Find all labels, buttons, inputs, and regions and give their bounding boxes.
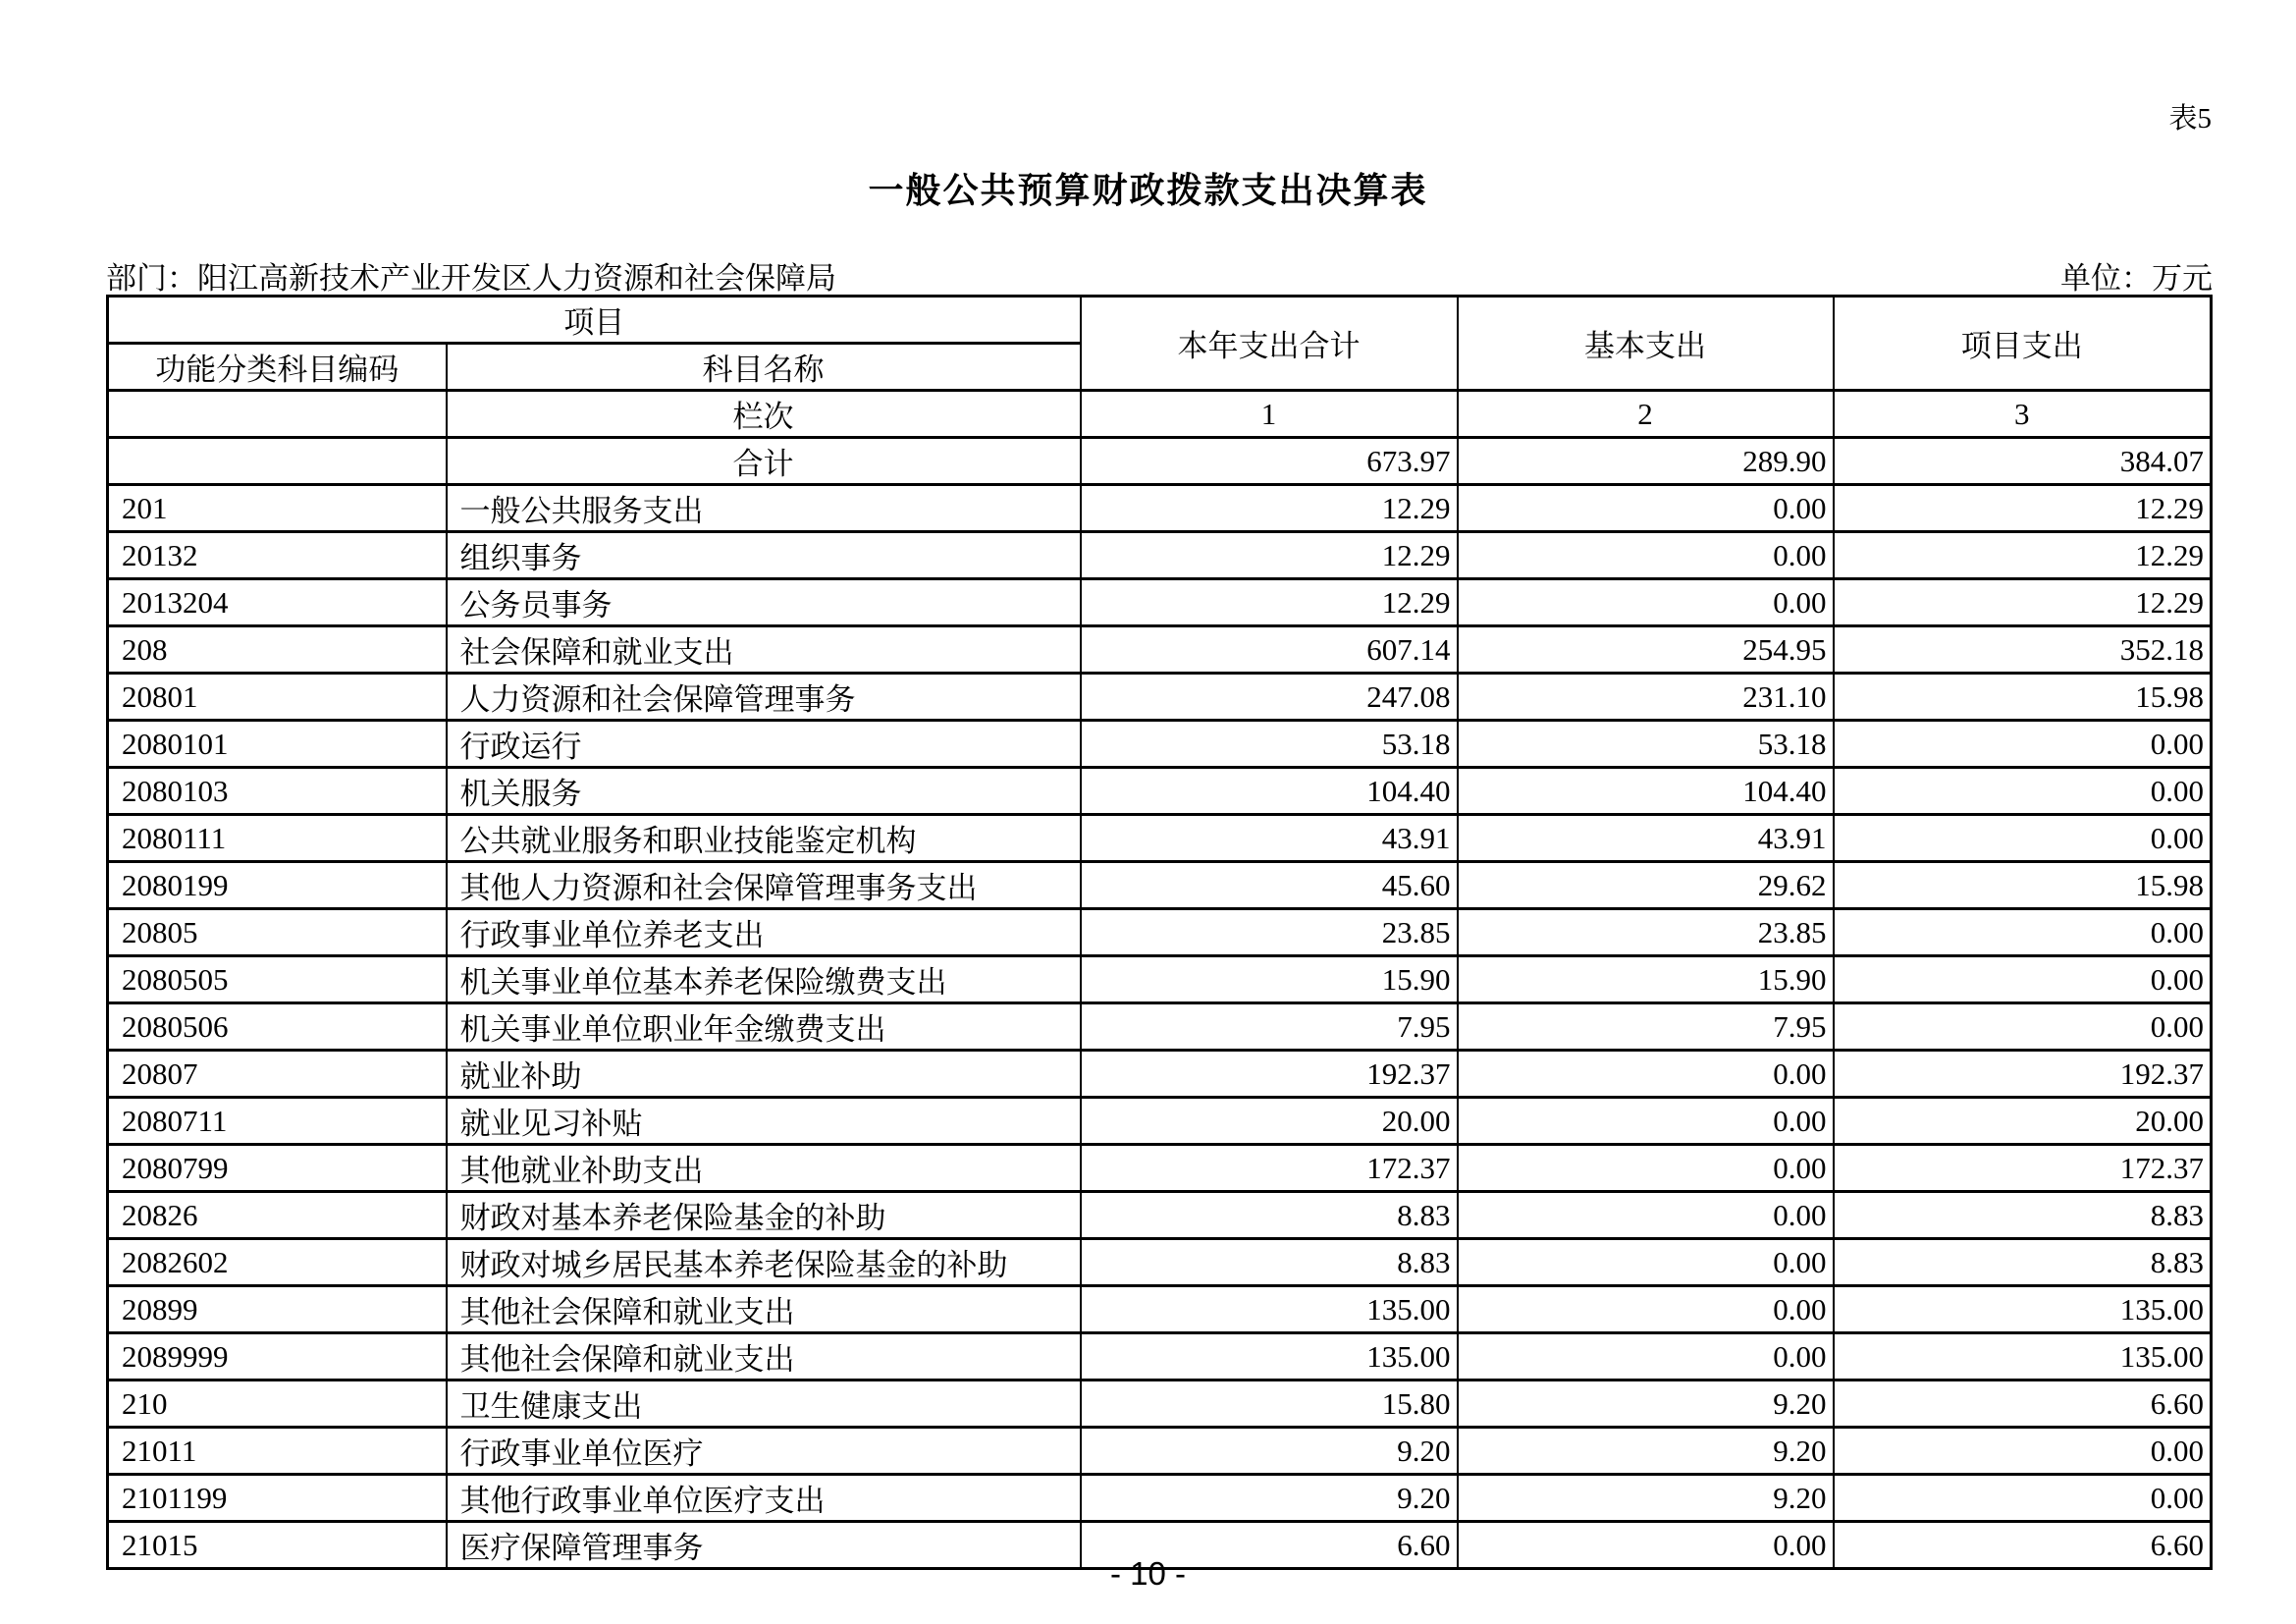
cell-project: 8.83 <box>1834 1192 2212 1239</box>
cell-code: 2080506 <box>108 1003 447 1051</box>
cell-current-year: 135.00 <box>1081 1286 1458 1333</box>
table-row <box>108 1239 2212 1286</box>
cell-name: 就业补助 <box>447 1051 1081 1098</box>
cell-project: 8.83 <box>1834 1239 2212 1286</box>
cell-basic: 0.00 <box>1458 1051 1834 1098</box>
cell-project: 0.00 <box>1834 1475 2212 1522</box>
cell-basic: 0.00 <box>1458 1239 1834 1286</box>
cell-code: 21015 <box>108 1522 447 1569</box>
cell-code: 20899 <box>108 1286 447 1333</box>
cell-code: 20807 <box>108 1051 447 1098</box>
sheet-label: 表5 <box>2168 103 2212 135</box>
cell-current-year: 6.60 <box>1081 1522 1458 1569</box>
cell-current-year: 8.83 <box>1081 1239 1458 1286</box>
cell-name: 人力资源和社会保障管理事务 <box>447 674 1081 721</box>
cell-project: 0.00 <box>1834 721 2212 768</box>
lanci-empty-cell <box>108 391 447 438</box>
cell-basic: 0.00 <box>1458 532 1834 579</box>
cell-name: 其他行政事业单位医疗支出 <box>447 1475 1081 1522</box>
table-row <box>108 579 2212 626</box>
cell-code: 21011 <box>108 1428 447 1475</box>
cell-basic: 254.95 <box>1458 626 1834 674</box>
total-basic: 289.90 <box>1458 438 1834 485</box>
cell-current-year: 7.95 <box>1081 1003 1458 1051</box>
table-row <box>108 1192 2212 1239</box>
cell-project: 172.37 <box>1834 1145 2212 1192</box>
meta-row <box>106 253 2213 298</box>
cell-project: 12.29 <box>1834 579 2212 626</box>
cell-name: 公务员事务 <box>447 579 1081 626</box>
cell-code: 20805 <box>108 909 447 956</box>
table-body <box>108 391 2212 1569</box>
table-row <box>108 532 2212 579</box>
page-title: 一般公共预算财政拨款支出决算表 <box>868 171 1428 210</box>
table-row <box>108 674 2212 721</box>
cell-project: 192.37 <box>1834 1051 2212 1098</box>
cell-name: 卫生健康支出 <box>447 1380 1081 1428</box>
header-row-group <box>108 297 2212 344</box>
cell-basic: 0.00 <box>1458 1192 1834 1239</box>
cell-name: 一般公共服务支出 <box>447 485 1081 532</box>
cell-project: 0.00 <box>1834 768 2212 815</box>
cell-current-year: 12.29 <box>1081 485 1458 532</box>
total-empty-cell <box>108 438 447 485</box>
cell-name: 行政运行 <box>447 721 1081 768</box>
cell-current-year: 192.37 <box>1081 1051 1458 1098</box>
cell-code: 20132 <box>108 532 447 579</box>
lanci-number-2: 2 <box>1458 391 1834 438</box>
cell-current-year: 20.00 <box>1081 1098 1458 1145</box>
total-current-year: 673.97 <box>1081 438 1458 485</box>
cell-name: 财政对基本养老保险基金的补助 <box>447 1192 1081 1239</box>
cell-name: 机关服务 <box>447 768 1081 815</box>
table-row <box>108 1428 2212 1475</box>
cell-current-year: 15.90 <box>1081 956 1458 1003</box>
table-row <box>108 1286 2212 1333</box>
cell-name: 机关事业单位基本养老保险缴费支出 <box>447 956 1081 1003</box>
cell-code: 2080101 <box>108 721 447 768</box>
cell-code: 20826 <box>108 1192 447 1239</box>
cell-current-year: 9.20 <box>1081 1428 1458 1475</box>
cell-code: 2082602 <box>108 1239 447 1286</box>
cell-name: 行政事业单位医疗 <box>447 1428 1081 1475</box>
cell-basic: 0.00 <box>1458 1286 1834 1333</box>
cell-current-year: 23.85 <box>1081 909 1458 956</box>
cell-name: 就业见习补贴 <box>447 1098 1081 1145</box>
budget-table <box>106 295 2213 1570</box>
cell-basic: 43.91 <box>1458 815 1834 862</box>
cell-project: 12.29 <box>1834 532 2212 579</box>
page-number: - 10 - <box>1109 1555 1187 1592</box>
cell-current-year: 172.37 <box>1081 1145 1458 1192</box>
cell-current-year: 53.18 <box>1081 721 1458 768</box>
cell-project: 6.60 <box>1834 1380 2212 1428</box>
cell-current-year: 9.20 <box>1081 1475 1458 1522</box>
table-row <box>108 1003 2212 1051</box>
cell-project: 0.00 <box>1834 909 2212 956</box>
cell-name: 其他社会保障和就业支出 <box>447 1333 1081 1380</box>
cell-code: 2101199 <box>108 1475 447 1522</box>
lanci-row <box>108 391 2212 438</box>
cell-basic: 0.00 <box>1458 579 1834 626</box>
cell-code: 2080711 <box>108 1098 447 1145</box>
total-project: 384.07 <box>1834 438 2212 485</box>
table-row <box>108 1098 2212 1145</box>
cell-current-year: 43.91 <box>1081 815 1458 862</box>
header-col-total: 本年支出合计 <box>1081 297 1458 391</box>
table-row <box>108 956 2212 1003</box>
cell-current-year: 135.00 <box>1081 1333 1458 1380</box>
cell-basic: 0.00 <box>1458 1098 1834 1145</box>
cell-project: 12.29 <box>1834 485 2212 532</box>
department-label: 部门：阳江高新技术产业开发区人力资源和社会保障局 <box>106 261 836 296</box>
table-row <box>108 862 2212 909</box>
cell-current-year: 607.14 <box>1081 626 1458 674</box>
cell-current-year: 104.40 <box>1081 768 1458 815</box>
cell-basic: 9.20 <box>1458 1428 1834 1475</box>
table-row <box>108 1475 2212 1522</box>
cell-code: 210 <box>108 1380 447 1428</box>
cell-project: 6.60 <box>1834 1522 2212 1569</box>
cell-project: 352.18 <box>1834 626 2212 674</box>
cell-current-year: 45.60 <box>1081 862 1458 909</box>
cell-project: 0.00 <box>1834 956 2212 1003</box>
total-row <box>108 438 2212 485</box>
cell-basic: 0.00 <box>1458 1145 1834 1192</box>
cell-code: 20801 <box>108 674 447 721</box>
lanci-number-1: 1 <box>1081 391 1458 438</box>
cell-current-year: 247.08 <box>1081 674 1458 721</box>
cell-code: 2080799 <box>108 1145 447 1192</box>
table-row <box>108 815 2212 862</box>
cell-basic: 23.85 <box>1458 909 1834 956</box>
cell-code: 2080505 <box>108 956 447 1003</box>
cell-project: 0.00 <box>1834 1428 2212 1475</box>
table-row <box>108 1051 2212 1098</box>
cell-project: 20.00 <box>1834 1098 2212 1145</box>
cell-basic: 53.18 <box>1458 721 1834 768</box>
cell-current-year: 12.29 <box>1081 579 1458 626</box>
cell-project: 15.98 <box>1834 674 2212 721</box>
cell-basic: 9.20 <box>1458 1380 1834 1428</box>
cell-name: 公共就业服务和职业技能鉴定机构 <box>447 815 1081 862</box>
table-row <box>108 909 2212 956</box>
lanci-label: 栏次 <box>447 391 1081 438</box>
cell-name: 财政对城乡居民基本养老保险基金的补助 <box>447 1239 1081 1286</box>
cell-name: 组织事务 <box>447 532 1081 579</box>
cell-code: 208 <box>108 626 447 674</box>
total-label: 合计 <box>447 438 1081 485</box>
cell-code: 2089999 <box>108 1333 447 1380</box>
header-col-project: 项目支出 <box>1834 297 2212 391</box>
cell-code: 2080199 <box>108 862 447 909</box>
table-row <box>108 721 2212 768</box>
table-row <box>108 1380 2212 1428</box>
cell-name: 其他就业补助支出 <box>447 1145 1081 1192</box>
cell-basic: 9.20 <box>1458 1475 1834 1522</box>
cell-basic: 29.62 <box>1458 862 1834 909</box>
cell-project: 135.00 <box>1834 1333 2212 1380</box>
cell-current-year: 12.29 <box>1081 532 1458 579</box>
table-row <box>108 626 2212 674</box>
cell-name: 其他社会保障和就业支出 <box>447 1286 1081 1333</box>
cell-name: 医疗保障管理事务 <box>447 1522 1081 1569</box>
cell-code: 2080103 <box>108 768 447 815</box>
cell-code: 2080111 <box>108 815 447 862</box>
cell-current-year: 8.83 <box>1081 1192 1458 1239</box>
table-row <box>108 485 2212 532</box>
cell-name: 行政事业单位养老支出 <box>447 909 1081 956</box>
cell-code: 201 <box>108 485 447 532</box>
cell-project: 0.00 <box>1834 1003 2212 1051</box>
header-col-basic: 基本支出 <box>1458 297 1834 391</box>
cell-code: 2013204 <box>108 579 447 626</box>
cell-project: 135.00 <box>1834 1286 2212 1333</box>
cell-current-year: 15.80 <box>1081 1380 1458 1428</box>
table-row <box>108 768 2212 815</box>
header-col-code: 功能分类科目编码 <box>108 344 447 391</box>
cell-basic: 15.90 <box>1458 956 1834 1003</box>
cell-basic: 0.00 <box>1458 1333 1834 1380</box>
cell-project: 0.00 <box>1834 815 2212 862</box>
cell-project: 15.98 <box>1834 862 2212 909</box>
cell-name: 社会保障和就业支出 <box>447 626 1081 674</box>
lanci-number-3: 3 <box>1834 391 2212 438</box>
table-row <box>108 1145 2212 1192</box>
table-row <box>108 1333 2212 1380</box>
header-col-name: 科目名称 <box>447 344 1081 391</box>
header-project-group: 项目 <box>108 297 1081 344</box>
cell-basic: 0.00 <box>1458 1522 1834 1569</box>
cell-basic: 104.40 <box>1458 768 1834 815</box>
unit-label: 单位：万元 <box>2060 261 2213 296</box>
cell-basic: 231.10 <box>1458 674 1834 721</box>
cell-name: 其他人力资源和社会保障管理事务支出 <box>447 862 1081 909</box>
cell-basic: 0.00 <box>1458 485 1834 532</box>
cell-name: 机关事业单位职业年金缴费支出 <box>447 1003 1081 1051</box>
cell-basic: 7.95 <box>1458 1003 1834 1051</box>
